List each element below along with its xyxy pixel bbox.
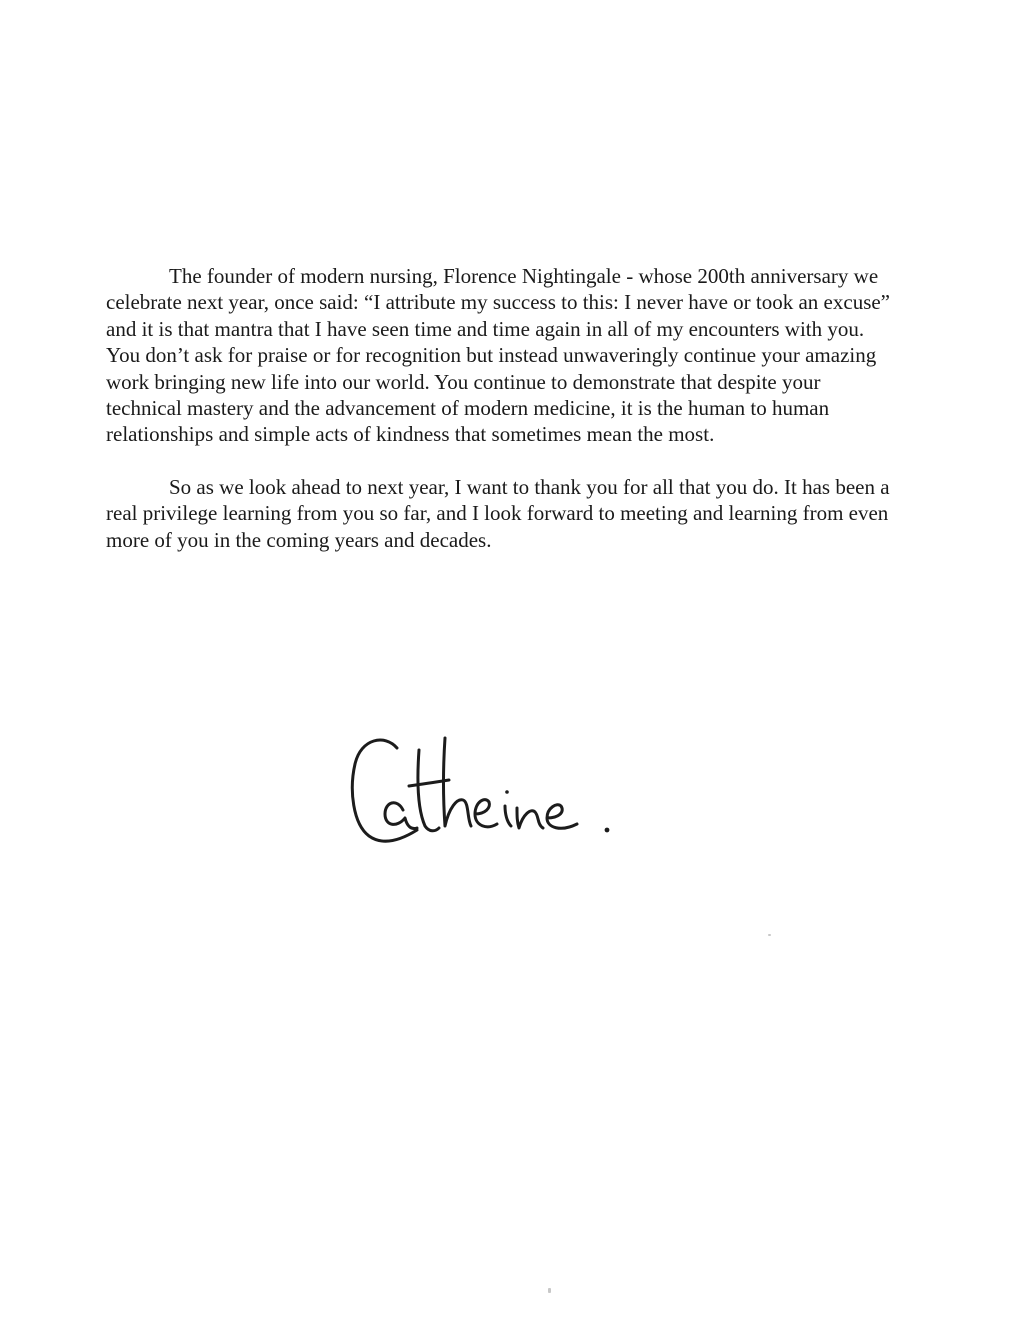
handwritten-signature — [345, 728, 625, 850]
paper-speck — [548, 1288, 551, 1293]
letter-body — [106, 263, 896, 553]
paper-speck — [768, 934, 771, 936]
letter-paragraph-2: So as we look ahead to next year, I want to thank you for all that you do. It has been a real privilege learning from you so far, and I look forward to meeting and learning from even more of you in the coming years and decades. — [106, 474, 890, 552]
letter-paragraph-1: The founder of modern nursing, Florence Nightingale - whose 200th anniversary we celebrate next year, once said: “I attribute my success to this: I never have or took an excuse” and it is that mantra that I have seen time and time again in all of my encounters with you. You don’t ask for praise or for recognition but instead unwaveringly continue your amazing work bringing new life into our world. You continue to demonstrate that despite your technical mastery and the advancement of modern medicine, it is the human to human relationships and simple acts of kindness that sometimes mean the most. — [106, 264, 891, 447]
